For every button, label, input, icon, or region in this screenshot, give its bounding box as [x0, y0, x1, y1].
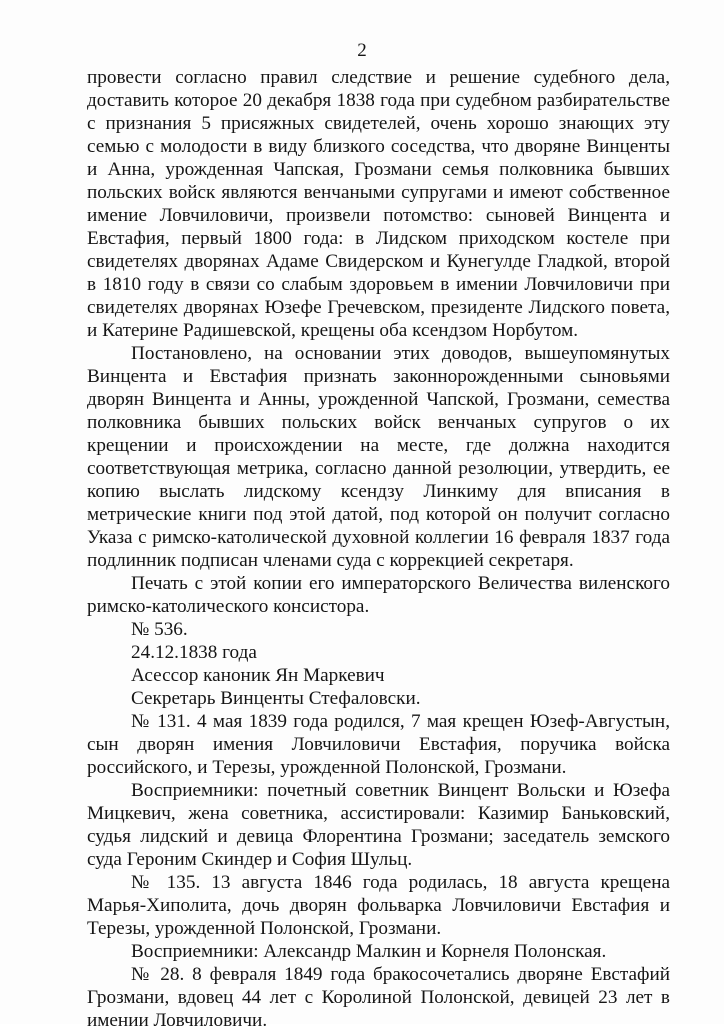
paragraph-12: № 28. 8 февраля 1849 года бракосочетались дворяне Евстафий Грозмани, вдовец 44 лет с Королиной Полонской, девицей 23 лет в имении Ловчиловичи. — [87, 964, 670, 1031]
paragraph-7: Секретарь Винценты Стефаловски. — [131, 688, 421, 709]
paragraph-1: провести согласно правил следствие и решение судебного дела, доставить которое 20 декабря 1838 года при судебном разбирательстве с признания 5 присяжных свидетелей, очень хорошо знающих эту семью с молодости в виду близкого соседства, что дворяне Винценты и Анна, урожденная Чапская, Грозмани семья полковника бывших польских войск являются венчаными супругами и имеют собственное имение Ловчиловичи, произвели потомство: сыновей Винцента и Евстафия, первый 1800 года: в Лидском приходском костеле при свидетелях дворянах Адаме Свидерском и Кунегулде Гладкой, второй в 1810 году в связи со слабым здоровьем в имении Ловчиловичи при свидетелях дворянах Юзефе Гречевском, президенте Лидского повета, и Катерине Радишевской, крещены оба ксендзом Норбутом. — [87, 67, 670, 341]
paragraph-8: № 131. 4 мая 1839 года родился, 7 мая крещен Юзеф-Августын, сын дворян имения Ловчиловичи Евстафия, поручика войска российского, и Терезы, урожденной Полонской, Грозмани. — [87, 711, 670, 778]
paragraph-6: Асессор каноник Ян Маркевич — [131, 665, 385, 686]
paragraph-5: 24.12.1838 года — [131, 642, 257, 663]
paragraph-3: Печать с этой копии его императорского Величества виленского римско-католического консистора. — [87, 573, 670, 617]
paragraph-10: № 135. 13 августа 1846 года родилась, 18 августа крещена Марья-Хиполита, дочь дворян фольварка Ловчиловичи Евстафия и Терезы, урожденной Полонской, Грозмани. — [87, 872, 670, 939]
document-body — [87, 66, 670, 1032]
page-number: 2 — [357, 40, 367, 61]
paragraph-2: Постановлено, на основании этих доводов, вышеупомянутых Винцента и Евстафия признать законнорожденными сыновьями дворян Винцента и Анны, урожденной Чапской, Грозмани, семества полковника бывших польских войск венчаных супругов о их крещении и происхождении на месте, где должна находится соответствующая метрика, согласно данной резолюции, утвердить, ее копию выслать лидскому ксендзу Линкиму для вписания в метрические книги под этой датой, под которой он получит согласно Указа с римско-католической духовной коллегии 16 февраля 1837 года подлинник подписан членами суда с коррекцией секретаря. — [87, 343, 670, 571]
paragraph-9: Восприемники: почетный советник Винцент Вольски и Юзефа Мицкевич, жена советника, ассистировали: Казимир Баньковский, судья лидский и девица Флорентина Грозмани; заседатель земского суда Героним Скиндер и София Шульц. — [87, 780, 670, 870]
paragraph-11: Восприемники: Александр Малкин и Корнеля Полонская. — [131, 941, 607, 962]
paragraph-4: № 536. — [131, 619, 188, 640]
